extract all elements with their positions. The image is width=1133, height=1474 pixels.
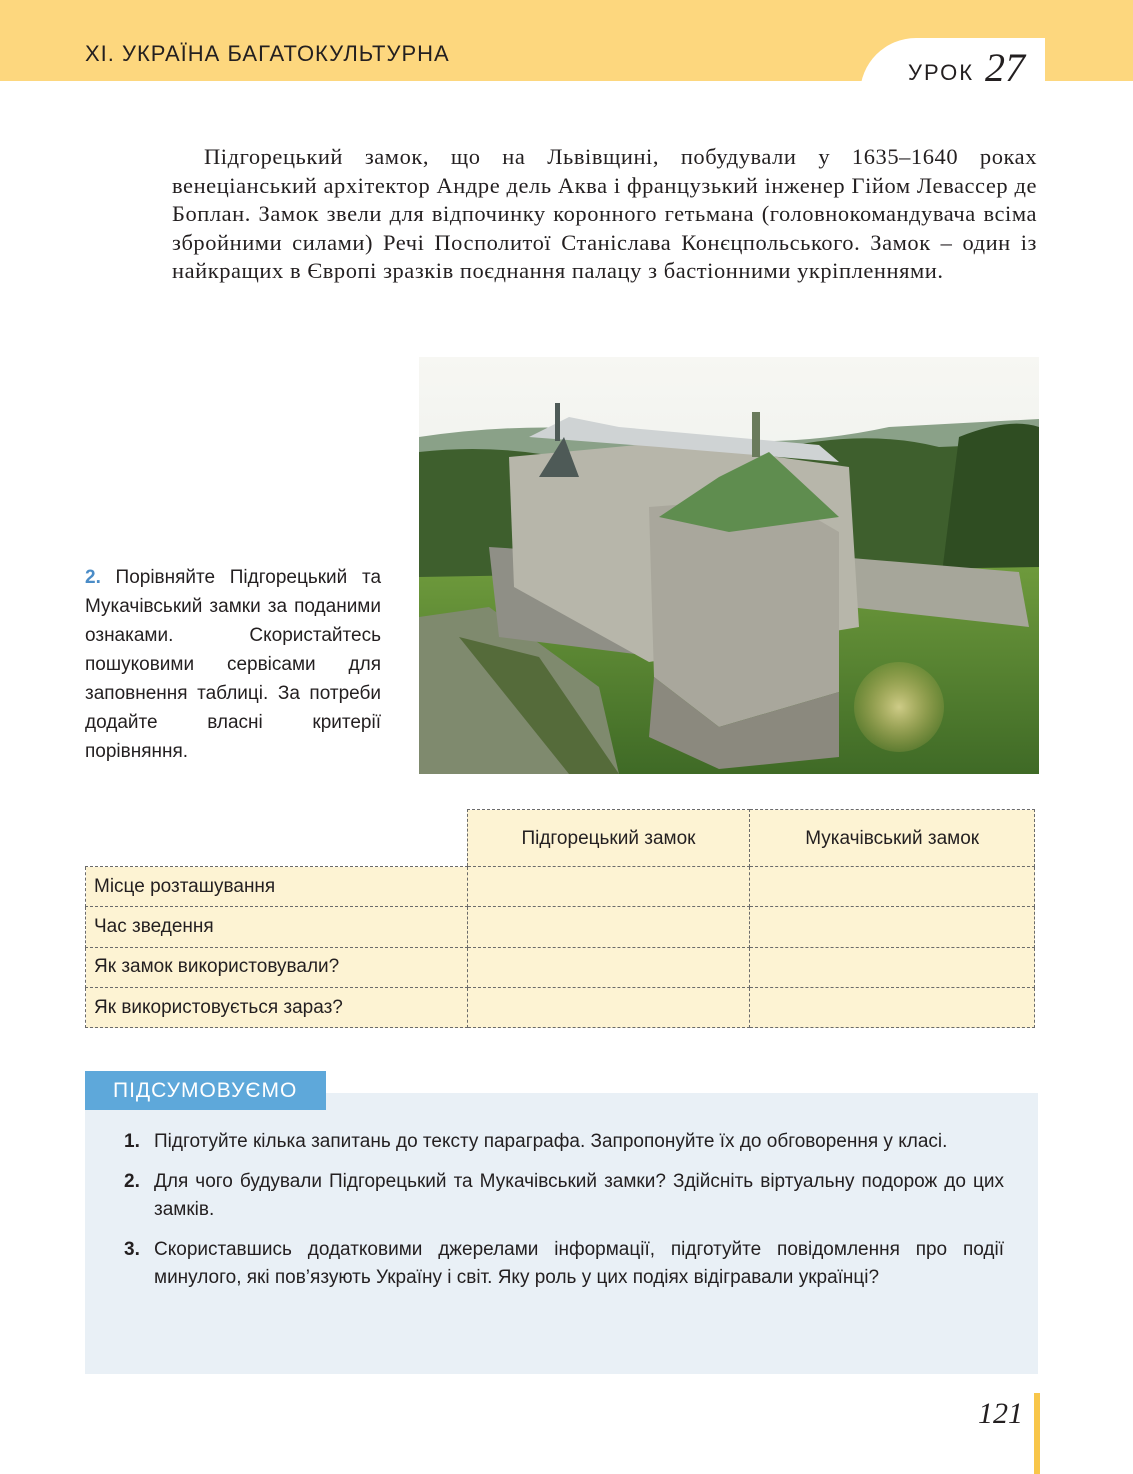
castle-photo: [419, 357, 1039, 774]
page-number: 121: [978, 1397, 1023, 1430]
table-cell[interactable]: [467, 947, 750, 987]
table-header-row: [86, 810, 1035, 867]
table-row-label: Час зведення: [86, 907, 468, 947]
table-cell[interactable]: [750, 947, 1035, 987]
lesson-number: 27: [985, 45, 1025, 90]
comparison-table: [85, 809, 1035, 1028]
list-item-text: Підготуйте кілька запитань до тексту параграфа. Запропонуйте їх до обговорення у класі.: [154, 1131, 948, 1152]
table-row: [86, 987, 1035, 1027]
table-cell[interactable]: [467, 987, 750, 1027]
task-text: Порівняйте Підгорецький та Мукачівський замки за поданими ознаками. Скористайтесь пошуковими сервісами для заповнення таблиці. За потреби додайте власні критерії порівняння.: [85, 567, 382, 762]
table-row-label: Місце розташування: [86, 867, 468, 907]
table-cell[interactable]: [750, 867, 1035, 907]
lesson-label: УРОК: [908, 60, 975, 85]
list-item-number: 2.: [124, 1171, 140, 1192]
list-item-text: Для чого будували Підгорецький та Мукачівський замки? Здійсніть віртуальну подорож до цих замків.: [154, 1171, 1004, 1220]
table-row-label: Як замок використовували?: [86, 947, 468, 987]
table-cell[interactable]: [467, 867, 750, 907]
intro-paragraph: Підгорецький замок, що на Львівщині, побудували у 1635–1640 роках венеціанський архітектор Андре дель Аква і французький інженер Гійом Левассер де Боплан. Замок звели для відпочинку коронного гетьмана (головнокомандувача всіма збройними силами) Речі Посполитої Станіслава Конєцпольського. Замок – один із найкращих в Європі зразків поєднання палацу з бастіонними укріпленнями.: [172, 144, 1037, 283]
list-item: [124, 1168, 1004, 1224]
table-row: [86, 907, 1035, 947]
summary-list: [124, 1128, 1004, 1304]
list-item-number: 1.: [124, 1131, 140, 1152]
table-cell[interactable]: [750, 907, 1035, 947]
table-column-header: Підгорецький замок: [467, 810, 750, 867]
task-block: [85, 563, 381, 766]
list-item-number: 3.: [124, 1239, 140, 1260]
table-cell[interactable]: [750, 987, 1035, 1027]
list-item-text: Скориставшись додатковими джерелами інформації, підготуйте повідомлення про події минулого, які пов’язують Україну і світ. Яку роль у цих подіях відігравали українці?: [154, 1239, 1004, 1288]
table-cell[interactable]: [467, 907, 750, 947]
table-column-header: Мукачівський замок: [750, 810, 1035, 867]
task-number: 2.: [85, 567, 101, 588]
table-row-label: Як використовується зараз?: [86, 987, 468, 1027]
table-corner: [86, 810, 468, 867]
summary-title: ПІДСУМОВУЄМО: [85, 1071, 326, 1110]
list-item: [124, 1128, 1004, 1156]
list-item: [124, 1236, 1004, 1292]
table-row: [86, 947, 1035, 987]
table-row: [86, 867, 1035, 907]
page-edge-bar: [1034, 1393, 1040, 1474]
section-title: XI. УКРАЇНА БАГАТОКУЛЬТУРНА: [85, 41, 450, 66]
castle-illustration: [419, 357, 1039, 774]
